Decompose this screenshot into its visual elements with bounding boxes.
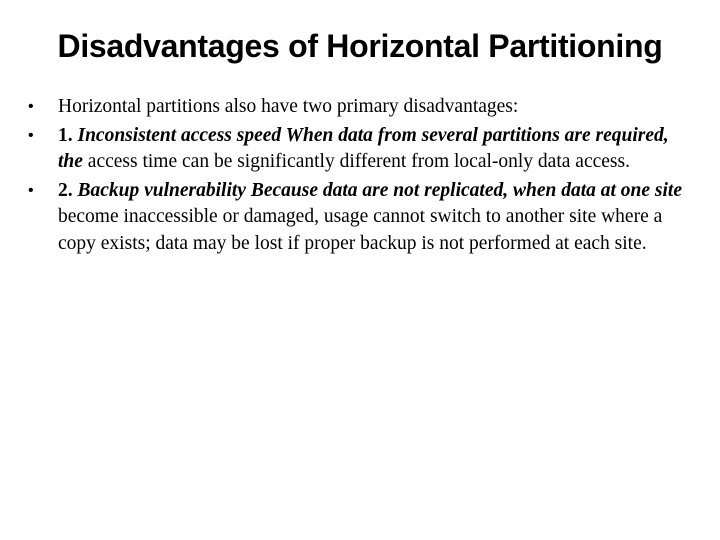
bullet-dot-icon: •	[28, 98, 34, 115]
bullet-item-intro	[26, 94, 694, 121]
bullet-dot-icon: •	[28, 181, 34, 199]
bullet-emphasis: Inconsistent access speed When data from several partitions are required, the	[58, 124, 669, 172]
bullet-text: access time can be significantly different from local-only data access.	[87, 151, 630, 172]
bullet-item-inconsistent-access-speed	[26, 123, 694, 176]
bullet-list	[26, 94, 694, 259]
bullet-text: Horizontal partitions also have two primary disadvantages:	[58, 96, 519, 117]
bullet-dot-icon: •	[28, 126, 34, 144]
bullet-number: 1.	[58, 124, 73, 146]
slide-title: Disadvantages of Horizontal Partitioning	[57, 28, 663, 64]
bullet-item-backup-vulnerability	[26, 178, 694, 258]
bullet-number: 2.	[58, 179, 73, 201]
bullet-text: become inaccessible or damaged, usage cannot switch to another site where a copy exists; data may be lost if proper backup is not performed at each site.	[58, 206, 663, 254]
bullet-emphasis: Backup vulnerability Because data are not replicated, when data at one site	[77, 179, 682, 201]
